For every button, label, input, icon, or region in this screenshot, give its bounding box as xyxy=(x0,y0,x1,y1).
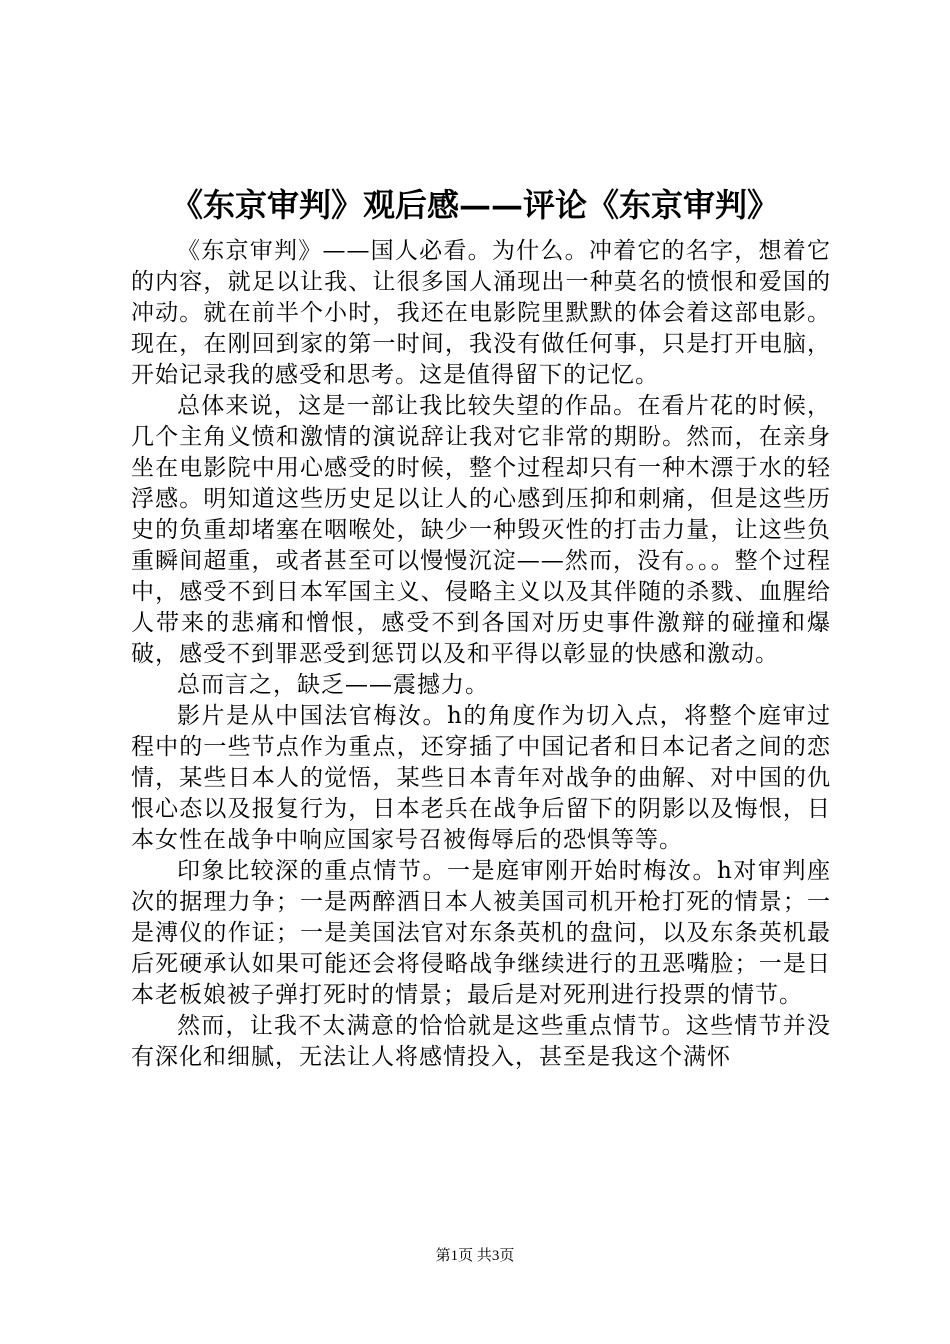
paragraph: 总而言之，缺乏——震撼力。 xyxy=(177,672,489,698)
paragraph: 总体来说，这是一部让我比较失望的作品。在看片花的时候，几个主角义愤和激情的演说辞让我对它非常的期盼。然而，在亲身坐在电影院中用心感受的时候，整个过程却只有一种木漂于水的轻浮感。明知道这些历史足以让人的心感到压抑和刺痛，但是这些历史的负重却堵塞在咽喉处，缺少一种毁灭性的打击力量，让这些负重瞬间超重，或者甚至可以慢慢沉淀——然而，没有。。。整个过程中，感受不到日本军国主义、侵略主义以及其伴随的杀戮、血腥给人带来的悲痛和憎恨，感受不到各国对历史事件激辩的碰撞和爆破，感受不到罪恶受到惩罚以及和平得以彰显的快感和激动。 xyxy=(131,393,831,667)
paragraph: 影片是从中国法官梅汝。h的角度作为切入点，将整个庭审过程中的一些节点作为重点，还穿插了中国记者和日本记者之间的恋情，某些日本人的觉悟，某些日本青年对战争的曲解、对中国的仇恨心态以及报复行为，日本老兵在战争后留下的阴影以及悔恨，日本女性在战争中响应国家号召被侮辱后的恐惧等等。 xyxy=(131,703,831,853)
paragraph: 《东京审判》——国人必看。为什么。冲着它的名字，想着它的内容，就足以让我、让很多国人涌现出一种莫名的愤恨和爱国的冲动。就在前半个小时，我还在电影院里默默的体会着这部电影。现在，在刚回到家的第一时间，我没有做任何事，只是打开电脑，开始记录我的感受和思考。这是值得留下的记忆。 xyxy=(131,238,831,388)
paragraph: 然而，让我不太满意的恰恰就是这些重点情节。这些情节并没有深化和细腻，无法让人将感情投入，甚至是我这个满怀 xyxy=(131,1013,831,1070)
paragraph: 印象比较深的重点情节。一是庭审刚开始时梅汝。h对审判座次的据理力争；一是两醉酒日本人被美国司机开枪打死的情景；一是溥仪的作证；一是美国法官对东条英机的盘问，以及东条英机最后死硬承认如果可能还会将侵略战争继续进行的丑恶嘴脸；一是日本老板娘被子弹打死时的情景；最后是对死刑进行投票的情节。 xyxy=(131,858,831,1008)
document-body xyxy=(131,236,831,1073)
page-number-footer: 第1页 共3页 xyxy=(435,1248,515,1264)
document-title: 《东京审判》观后感——评论《东京审判》 xyxy=(170,186,779,224)
